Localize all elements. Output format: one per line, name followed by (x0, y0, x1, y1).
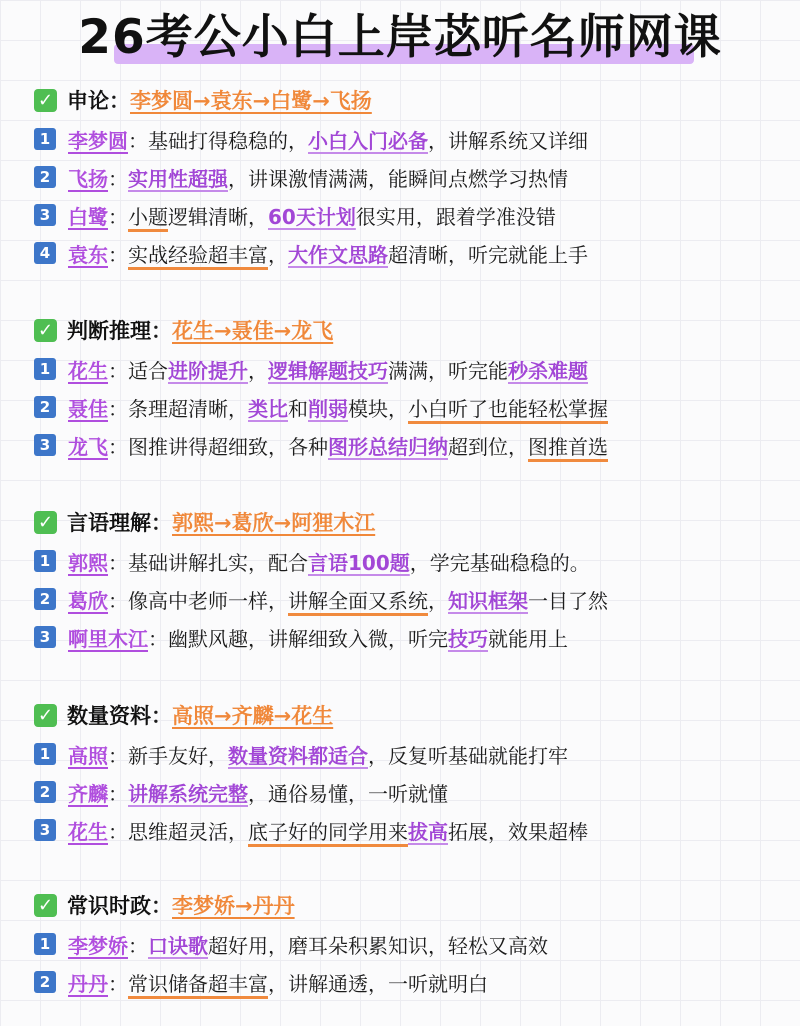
item-text: ： (108, 166, 128, 191)
item-text: ，反复听基础就能打牢 (368, 743, 568, 768)
item-text: ： (108, 971, 128, 996)
list-item (34, 773, 790, 811)
section-colon: ： (151, 319, 172, 343)
highlight-text: 技巧 (448, 626, 488, 651)
teacher-name: 白鹭 (68, 204, 108, 229)
number-badge-icon: 1 (34, 128, 56, 150)
teacher-name: 郭熙 (68, 550, 108, 575)
page-title-text: 26考公小白上岸苾听名师网课 (78, 10, 722, 65)
check-icon: ✓ (34, 704, 57, 727)
number-badge-icon: 1 (34, 743, 56, 765)
check-icon: ✓ (34, 894, 57, 917)
number-badge-icon: 1 (34, 933, 56, 955)
teacher-name: 齐麟 (68, 781, 108, 806)
section-title: 常识时政 (67, 894, 151, 918)
highlight-text: 进阶提升 (168, 358, 248, 383)
item-text: ：图推讲得超细致，各种 (108, 434, 328, 459)
item-text: 超清晰，听完就能上手 (388, 242, 588, 267)
section-route: 郭熙→葛欣→阿狸木江 (172, 511, 376, 535)
highlight-text: 口诀歌 (148, 933, 208, 958)
teacher-name: 高照 (68, 743, 108, 768)
highlight-text: 图推首选 (528, 434, 608, 459)
teacher-name: 袁东 (68, 242, 108, 267)
highlight-text: 秒杀难题 (508, 358, 588, 383)
list-item (34, 388, 790, 426)
number-badge-icon: 2 (34, 588, 56, 610)
list-item (34, 811, 790, 849)
list-item (34, 196, 790, 234)
number-badge-icon: 3 (34, 204, 56, 226)
teacher-name: 李梦圆 (68, 128, 128, 153)
section-title: 数量资料 (67, 704, 151, 728)
item-text: ：新手友好， (108, 743, 228, 768)
highlight-text: 常识储备超丰富 (128, 971, 268, 996)
teacher-name: 聂佳 (68, 396, 108, 421)
item-text: ： (108, 242, 128, 267)
list-item (34, 925, 790, 963)
item-text: 和 (288, 396, 308, 421)
teacher-name: 花生 (68, 819, 108, 844)
highlight-text: 小白听了也能轻松掌握 (408, 396, 608, 421)
section-header (34, 502, 790, 542)
number-badge-icon: 3 (34, 434, 56, 456)
highlight-text: 底子好的同学用来 (248, 819, 408, 844)
item-text: ： (108, 204, 128, 229)
number-badge-icon: 1 (34, 550, 56, 572)
item-text: ， (248, 358, 268, 383)
item-text: 拓展，效果超棒 (448, 819, 588, 844)
item-text: ：基础讲解扎实，配合 (108, 550, 308, 575)
highlight-text: 言语100题 (308, 550, 410, 575)
section-title: 判断推理 (67, 319, 151, 343)
section-5 (34, 885, 790, 1001)
item-text: ， (428, 588, 448, 613)
section-header (34, 80, 790, 120)
check-icon: ✓ (34, 319, 57, 342)
item-text: 逻辑清晰， (168, 204, 268, 229)
item-text: ，讲解通透，一听就明白 (268, 971, 488, 996)
item-text: ：像高中老师一样， (108, 588, 288, 613)
item-text: ：条理超清晰， (108, 396, 248, 421)
item-text: ，讲解系统又详细 (428, 128, 588, 153)
teacher-name: 龙飞 (68, 434, 108, 459)
highlight-text: 实战经验超丰富 (128, 242, 268, 267)
section-title: 言语理解 (67, 511, 151, 535)
highlight-text: 大作文思路 (288, 242, 388, 267)
list-item (34, 580, 790, 618)
teacher-name: 李梦娇 (68, 933, 128, 958)
highlight-text: 实用性超强 (128, 166, 228, 191)
highlight-text: 讲解系统完整 (128, 781, 248, 806)
highlight-text: 拔高 (408, 819, 448, 844)
highlight-text: 图形总结归纳 (328, 434, 448, 459)
number-badge-icon: 4 (34, 242, 56, 264)
number-badge-icon: 2 (34, 971, 56, 993)
highlight-text: 60天计划 (268, 204, 356, 229)
section-route: 花生→聂佳→龙飞 (172, 319, 334, 343)
number-badge-icon: 1 (34, 358, 56, 380)
list-item (34, 542, 790, 580)
highlight-text: 讲解全面又系统 (288, 588, 428, 613)
section-colon: ： (151, 894, 172, 918)
item-text: ：幽默风趣，讲解细致入微，听完 (148, 626, 448, 651)
highlight-text: 削弱 (308, 396, 348, 421)
section-colon: ： (151, 511, 172, 535)
list-item (34, 350, 790, 388)
item-text: ，讲课激情满满，能瞬间点燃学习热情 (228, 166, 568, 191)
section-1 (34, 80, 790, 272)
highlight-text: 类比 (248, 396, 288, 421)
list-item (34, 426, 790, 464)
highlight-text: 小题 (128, 204, 168, 229)
section-route: 李梦娇→丹丹 (172, 894, 295, 918)
list-item (34, 120, 790, 158)
item-text: ： (128, 933, 148, 958)
page-title (78, 8, 721, 68)
section-header (34, 695, 790, 735)
highlight-text: 小白入门必备 (308, 128, 428, 153)
number-badge-icon: 3 (34, 819, 56, 841)
item-text: ，学完基础稳稳的。 (409, 550, 590, 575)
teacher-name: 葛欣 (68, 588, 108, 613)
teacher-name: 花生 (68, 358, 108, 383)
check-icon: ✓ (34, 89, 57, 112)
item-text: ：基础打得稳稳的， (128, 128, 308, 153)
page-title-wrap (0, 8, 800, 72)
item-text: ，通俗易懂，一听就懂 (248, 781, 448, 806)
item-text: 很实用，跟着学准没错 (355, 204, 556, 229)
section-2 (34, 310, 790, 464)
item-text: 一目了然 (528, 588, 608, 613)
teacher-name: 啊里木江 (68, 626, 148, 651)
highlight-text: 数量资料都适合 (228, 743, 368, 768)
section-header (34, 310, 790, 350)
section-colon: ： (151, 704, 172, 728)
item-text: ， (268, 242, 288, 267)
item-text: 超好用，磨耳朵积累知识，轻松又高效 (208, 933, 548, 958)
highlight-text: 逻辑解题技巧 (268, 358, 388, 383)
item-text: 满满，听完能 (388, 358, 508, 383)
item-text: ：适合 (108, 358, 168, 383)
list-item (34, 234, 790, 272)
number-badge-icon: 3 (34, 626, 56, 648)
teacher-name: 丹丹 (68, 971, 108, 996)
section-route: 李梦圆→袁东→白鹭→飞扬 (130, 89, 372, 113)
list-item (34, 735, 790, 773)
section-4 (34, 695, 790, 849)
number-badge-icon: 2 (34, 396, 56, 418)
item-text: 模块， (348, 396, 408, 421)
item-text: ：思维超灵活， (108, 819, 248, 844)
item-text: ： (108, 781, 128, 806)
number-badge-icon: 2 (34, 781, 56, 803)
section-route: 高照→齐麟→花生 (172, 704, 334, 728)
section-3 (34, 502, 790, 656)
number-badge-icon: 2 (34, 166, 56, 188)
highlight-text: 知识框架 (448, 588, 528, 613)
list-item (34, 618, 790, 656)
check-icon: ✓ (34, 511, 57, 534)
list-item (34, 158, 790, 196)
section-header (34, 885, 790, 925)
item-text: 就能用上 (488, 626, 568, 651)
section-colon: ： (109, 89, 130, 113)
section-title: 申论 (67, 89, 109, 113)
item-text: 超到位， (448, 434, 528, 459)
teacher-name: 飞扬 (68, 166, 108, 191)
list-item (34, 963, 790, 1001)
